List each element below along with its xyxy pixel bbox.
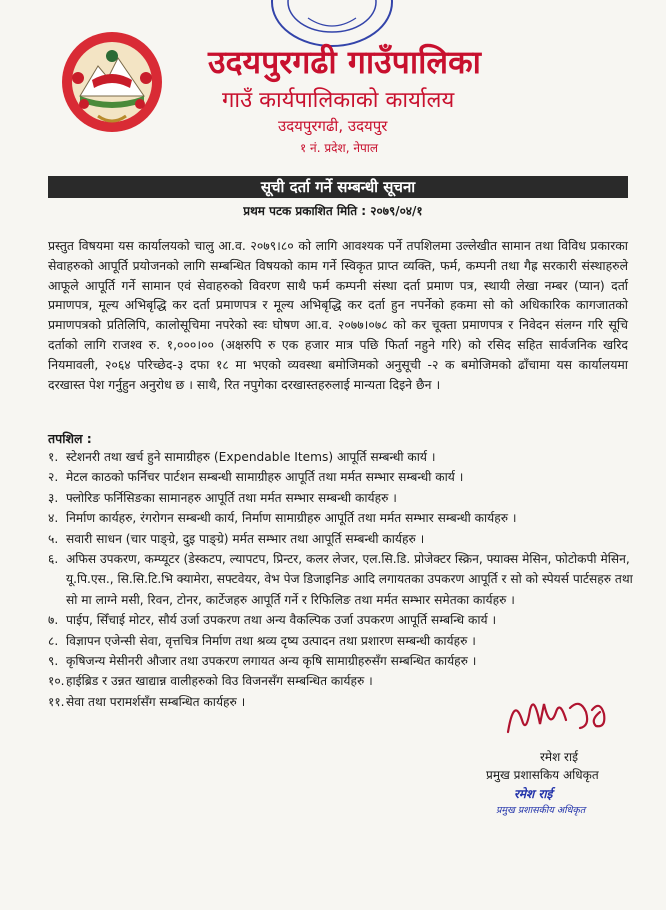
list-item: [48, 671, 638, 691]
list-item: [48, 447, 638, 467]
list-item-text: मेटल काठको फर्निचर पार्टशन सम्बन्धी सामाग्रीहरु आपूर्ति तथा मर्मत सम्भार सम्बन्धी कार्य ।: [66, 470, 464, 485]
office-location: उदयपुरगढी, उदयपुर: [278, 117, 388, 135]
nepal-emblem-icon: [58, 28, 166, 136]
list-item: [48, 529, 638, 549]
list-item-number: ९.: [48, 654, 59, 669]
signatory-name: रमेश राई: [540, 750, 578, 764]
list-item-number: ६.: [48, 552, 59, 567]
list-heading: तपशिल :: [48, 431, 92, 446]
list-item-number: ७.: [48, 613, 59, 628]
list-item-text: निर्माण कार्यहरु, रंगरोगन सम्बन्धी कार्य, निर्माण सामाग्रीहरु आपूर्ति तथा मर्मत सम्भार सम्बन्धी कार्यहरु ।: [66, 511, 517, 526]
list-item: [48, 549, 638, 610]
stamp-signatory-title: प्रमुख प्रशासकीय अधिकृत: [496, 805, 586, 816]
office-subtitle: गाउँ कार्यपालिकाको कार्यालय: [222, 88, 455, 113]
list-item-text: स्टेशनरी तथा खर्च हुने सामाग्रीहरु (Expendable Items) आपूर्ति सम्बन्धी कार्य ।: [66, 450, 436, 464]
list-item-number: २.: [48, 470, 59, 485]
list-item-text: फ्लोरिङ फर्निसिङका सामानहरु आपूर्ति तथा मर्मत सम्भार सम्बन्धी कार्यहरु ।: [66, 490, 397, 505]
list-item-number: १०.: [48, 674, 65, 689]
stamp-signatory-name: रमेश राई: [514, 787, 553, 801]
signatory-title: प्रमुख प्रशासकिय अधिकृत: [486, 768, 599, 782]
notice-paragraph: प्रस्तुत विषयमा यस कार्यालयको चालु आ.व. २०७९।८० को लागि आवश्यक पर्ने तपशिलमा उल्लेखीत सामान तथा विविध प्रकारका सेवाहरुको आपूर्ति प्रयोजनको लागि सम्बन्धित विषयको काम गर्ने स्विकृत प्राप्त व्यक्ति, फर्म, कम्पनी तथा गैह्र सरकारी संस्थाहरुले आफूले आपूर्ति गर्ने सामान एवं सेवाहरुको विवरण साथै फर्म कम्पनी संस्था दर्ता प्रमाण पत्र, स्थायी लेखा नम्बर (प्यान) दर्ता प्रमाणपत्र, मूल्य अभिबृद्धि कर दर्ता प्रमाणपत्र र मूल्य अभिबृद्धि कर दर्ता हुन नपर्नेको हकमा सो को अधिकारिक कागजातको प्रमाणपत्रको प्रतिलिपि, कालोसूचिमा नपरेको स्वः घोषण आ.व. २०७७।०७८ को कर चूक्ता प्रमाणपत्र र निवेदन संलग्न गरि सूचि दर्ताको लागि राजश्व रु. १,०००।०० (अक्षरुपि रु एक हजार मात्र पछि फिर्ता नहुने गरि) को रसिद सहित सार्वजनिक खरिद नियमावली, २०६४ परिच्छेद-३ दफा १८ मा भएको व्यवस्था बमोजिमको अनुसूची -२ क बमोजिमको ढाँचामा यस कार्यालयमा दरखास्त पेश गर्नुहुन अनुरोध छ । साथै, रित नपुगेका दरखास्तहरुलाई मान्यता दिइने छैन ।: [48, 238, 628, 392]
list-item-number: ११.: [48, 694, 65, 709]
handwritten-signature-icon: [500, 690, 620, 742]
list-item: [48, 508, 638, 528]
list-item-text: विज्ञापन एजेन्सी सेवा, वृत्तचित्र निर्माण तथा श्रव्य दृष्य उत्पादन तथा प्रशारण सम्बन्धी कार्यहरु ।: [66, 633, 476, 648]
list-item-number: १.: [48, 450, 59, 464]
list-item-text: अफिस उपकरण, कम्प्यूटर (डेस्कटप, ल्यापटप, प्रिन्टर, कलर लेजर, एल.सि.डि. प्रोजेक्टर स्क्रिन, फ्याक्स मेसिन, फोटोकपी मेसिन, यू.पि.एस., सि.सि.टि.भि क्यामेरा, सफ्टवेयर, वेभ पेज डिजाइनिङ आदि लगायतका उपकरण आपूर्ति र सो को स्पेयर्स पार्टसहरु तथा सो मा लाग्ने मसी, रिवन, टोनर, कार्टेजहरु आपूर्ति गर्ने र रिफिलिङ तथा मर्मत सम्भार समेतका कार्यहरु ।: [66, 552, 633, 607]
list-item-text: सेवा तथा परामर्शसँग सम्बन्धित कार्यहरु ।: [66, 694, 246, 709]
list-item-text: पाईप, सिँचाई मोटर, सौर्य उर्जा उपकरण तथा अन्य वैकल्पिक उर्जा उपकरण आपूर्ति सम्बन्धि कार्य ।: [66, 613, 497, 628]
list-item-number: ५.: [48, 531, 59, 546]
page-title: उदयपुरगढी गाउँपालिका: [208, 43, 481, 81]
list-item-number: ४.: [48, 511, 59, 526]
list-item: [48, 651, 638, 671]
list-item-number: ३.: [48, 490, 59, 505]
list-item: [48, 488, 638, 508]
publish-date: प्रथम पटक प्रकाशित मिति : २०७९/०४/१: [243, 204, 423, 218]
list-item: [48, 631, 638, 651]
office-province: १ नं. प्रदेश, नेपाल: [300, 141, 379, 155]
list-item-text: कृषिजन्य मेसीनरी औजार तथा उपकरण लगायत अन्य कृषि सामाग्रीहरुसँग सम्बन्धित कार्यहरु ।: [66, 654, 477, 669]
list-item: [48, 467, 638, 487]
list-item: [48, 610, 638, 630]
notice-heading: सूची दर्ता गर्ने सम्बन्धी सूचना: [48, 176, 628, 198]
list-item-text: सवारी साधन (चार पाङ्ग्रे, दुइ पाङ्ग्रे) मर्मत सम्भार तथा आपूर्ति सम्बन्धी कार्यहरु ।: [66, 531, 425, 546]
list-item-text: हाईब्रिड र उन्नत खाद्यान्न वालीहरुको विउ विजनसँग सम्बन्धित कार्यहरु ।: [66, 674, 373, 689]
list-item-number: ८.: [48, 633, 59, 648]
item-list: [48, 447, 638, 712]
